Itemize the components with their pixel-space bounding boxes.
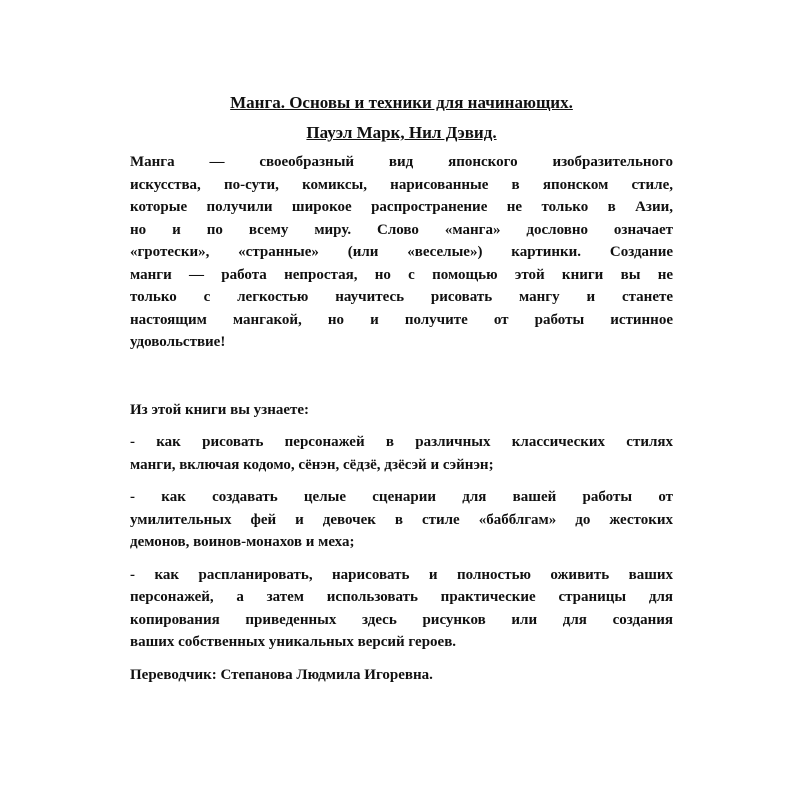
bullet-line: - как рисовать персонажей в различных классических стилях xyxy=(130,434,673,450)
intro-line: искусства, по-сути, комиксы, нарисованные в японском стиле, xyxy=(130,176,673,193)
intro-line: только с легкостью научитесь рисовать мангу и станете xyxy=(130,289,673,305)
intro-line: манги — работа непростая, но с помощью этой книги вы не xyxy=(130,266,673,283)
translator-credit xyxy=(130,664,673,687)
intro-line: «гротески», «странные» (или «веселые») картинки. Создание xyxy=(130,244,673,260)
intro-line: удовольствие! xyxy=(130,334,226,350)
bullet-line: демонов, воинов-монахов и меха; xyxy=(130,534,355,550)
book-description-page xyxy=(130,93,673,686)
bullet-line: копирования приведенных здесь рисунков или для создания xyxy=(130,611,673,628)
book-authors: Пауэл Марк, Нил Дэвид. xyxy=(306,123,497,142)
learn-bullet-1 xyxy=(130,431,673,476)
intro-line: настоящим мангакой, но и получите от работы истинное xyxy=(130,311,673,328)
learn-heading xyxy=(130,399,673,422)
learn-heading-text: Из этой книги вы узнаете: xyxy=(130,401,310,418)
intro-paragraph xyxy=(130,151,673,354)
bullet-line: - как распланировать, нарисовать и полностью оживить ваших xyxy=(130,566,673,583)
bullet-line: ваших собственных уникальных версий героев. xyxy=(130,634,457,650)
book-title: Манга. Основы и техники для начинающих. xyxy=(230,93,573,112)
learn-bullet-3 xyxy=(130,564,673,654)
bullet-line: умилительных фей и девочек в стиле «бабблгам» до жестоких xyxy=(130,511,673,528)
intro-line: Манга — своеобразный вид японского изобразительного xyxy=(130,154,673,170)
bullet-line: - как создавать целые сценарии для вашей работы от xyxy=(130,489,673,505)
intro-line: которые получили широкое распространение не только в Азии, xyxy=(130,199,673,215)
bullet-line: персонажей, а затем использовать практические страницы для xyxy=(130,589,673,605)
bullet-line: манги, включая кодомо, сёнэн, сёдзё, дзёсэй и сэйнэн; xyxy=(130,456,494,473)
intro-line: но и по всему миру. Слово «манга» дословно означает xyxy=(130,221,673,238)
learn-bullet-2 xyxy=(130,486,673,554)
translator-text: Переводчик: Степанова Людмила Игоревна. xyxy=(130,666,433,683)
